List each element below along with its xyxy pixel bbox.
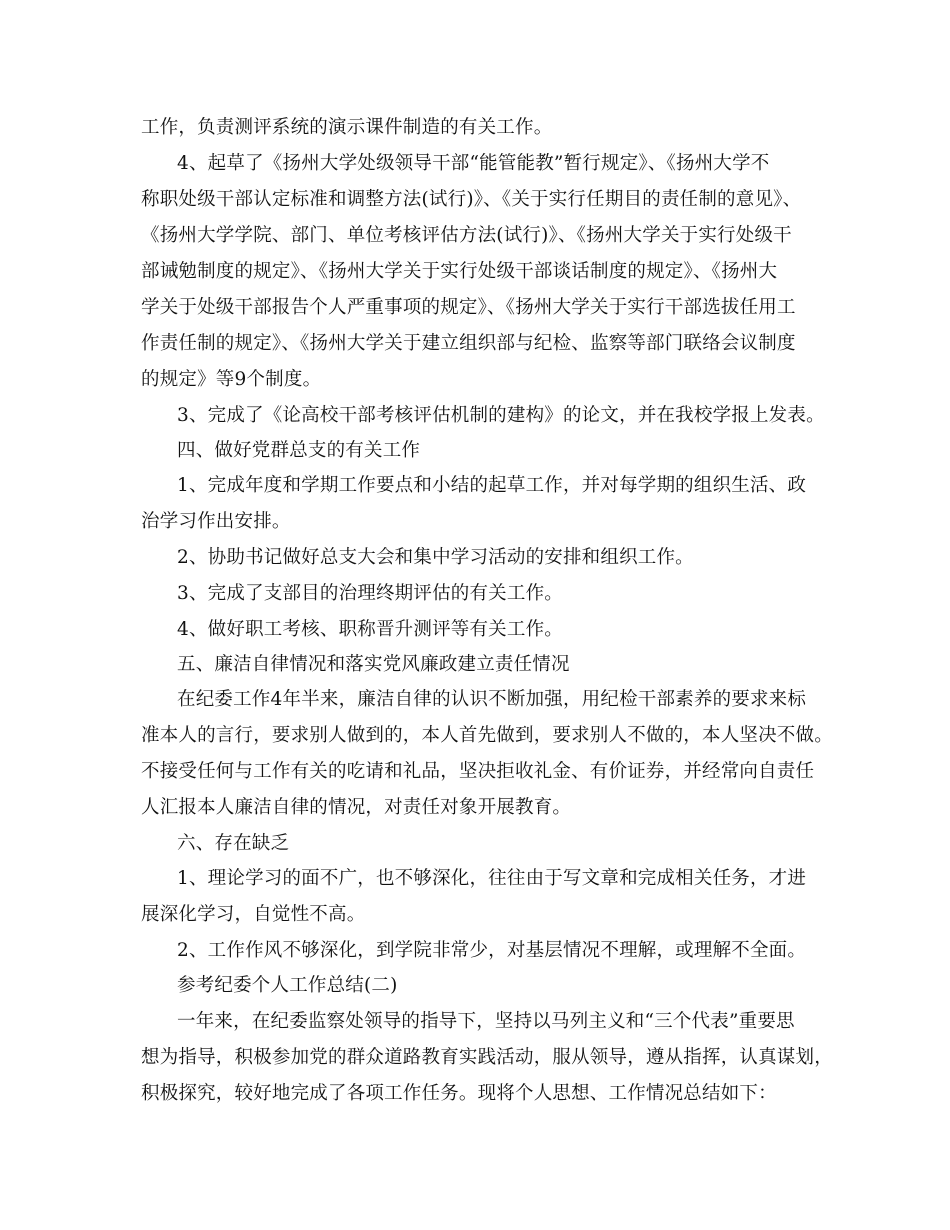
section-heading: 五、廉洁自律情况和落实党风廉政建立责任情况: [177, 654, 570, 675]
text-line: 展深化学习，自觉性不高。: [141, 904, 366, 925]
section-heading: 参考纪委个人工作总结(二): [177, 975, 398, 996]
text-line: 4、做好职工考核、职称晋升测评等有关工作。: [177, 619, 563, 640]
text-line: 2、工作作风不够深化，到学院非常少，对基层情况不理解，或理解不全面。: [177, 940, 807, 961]
text-line: 《扬州大学学院、部门、单位考核评估方法(试行)》、《扬州大学关于实行处级干: [141, 225, 792, 246]
text-line: 工作，负责测评系统的演示课件制造的有关工作。: [141, 117, 553, 138]
text-line: 人汇报本人廉洁自律的情况，对责任对象开展教育。: [141, 797, 572, 818]
text-line: 准本人的言行，要求别人做到的，本人首先做到，要求别人不做的，本人坚决不做。: [141, 725, 833, 746]
text-line: 的规定》等9个制度。: [141, 369, 322, 390]
text-line: 3、完成了《论高校干部考核评估机制的建构》的论文，并在我校学报上发表。: [177, 405, 825, 426]
text-line: 学关于处级干部报告个人严重事项的规定》、《扬州大学关于实行干部选拔任用工: [141, 297, 796, 318]
text-line: 4、起草了《扬州大学处级领导干部“能管能教”暂行规定》、《扬州大学不: [177, 153, 770, 174]
text-line: 治学习作出安排。: [141, 511, 291, 532]
text-line: 想为指导，积极参加党的群众道路教育实践活动，服从领导，遵从指挥，认真谋划，: [141, 1047, 833, 1068]
text-line: 部诫勉制度的规定》、《扬州大学关于实行处级干部谈话制度的规定》、《扬州大: [141, 261, 778, 282]
text-line: 1、理论学习的面不广，也不够深化，往往由于写文章和完成相关任务，才进: [177, 868, 807, 889]
section-heading: 四、做好党群总支的有关工作: [177, 440, 421, 461]
text-line: 在纪委工作4年半来，廉洁自律的认识不断加强，用纪检干部素养的要求来标: [177, 689, 807, 710]
section-heading: 六、存在缺乏: [177, 833, 290, 854]
text-line: 一年来，在纪委监察处领导的指导下，坚持以马列主义和“三个代表”重要思: [177, 1011, 795, 1032]
text-line: 称职处级干部认定标准和调整方法(试行)》、《关于实行任期目的责任制的意见》、: [141, 189, 802, 210]
text-line: 不接受任何与工作有关的吃请和礼品，坚决拒收礼金、有价证券，并经常向自责任: [141, 761, 815, 782]
text-line: 2、协助书记做好总支大会和集中学习活动的安排和组织工作。: [177, 547, 694, 568]
text-line: 作责任制的规定》、《扬州大学关于建立组织部与纪检、监察等部门联络会议制度: [141, 333, 796, 354]
text-line: 1、完成年度和学期工作要点和小结的起草工作，并对每学期的组织生活、政: [177, 475, 807, 496]
text-line: 3、完成了支部目的治理终期评估的有关工作。: [177, 583, 563, 604]
text-line: 积极探究，较好地完成了各项工作任务。现将个人思想、工作情况总结如下：: [141, 1083, 777, 1104]
